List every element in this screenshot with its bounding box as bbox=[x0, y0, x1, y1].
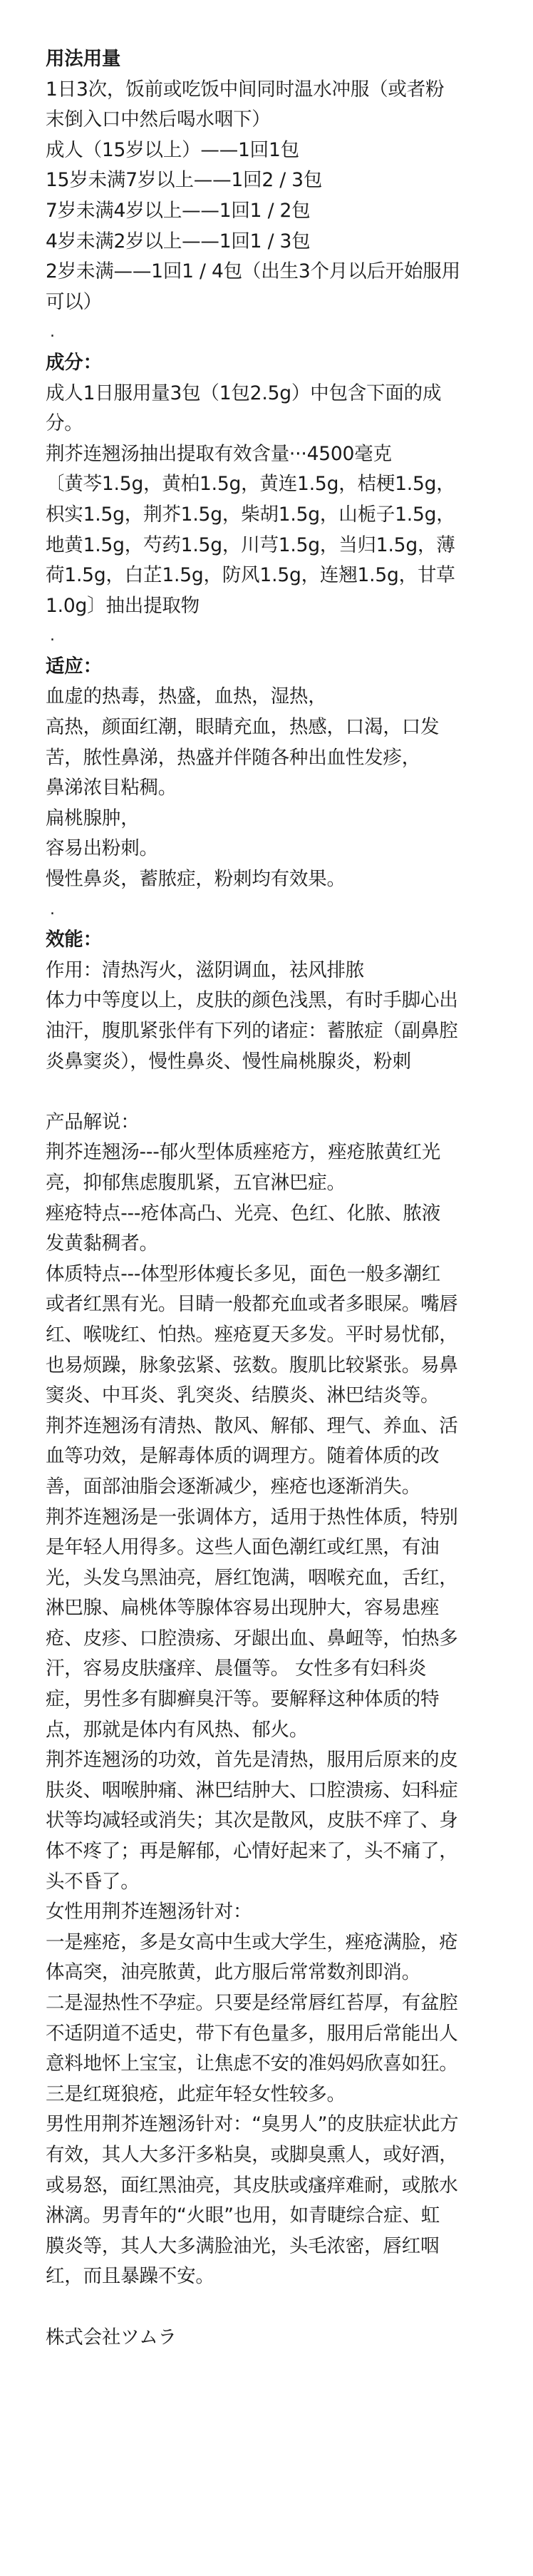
text-line: 体力中等度以上，皮肤的颜色浅黑，有时手脚心出 bbox=[46, 989, 458, 1012]
text-line: 高热，颜面红潮，眼睛充血，热感，口渴，口发 bbox=[46, 716, 440, 739]
text-line: 1日3次，饭前或吃饭中间同时温水冲服（或者粉 bbox=[46, 78, 445, 101]
text-line: 油汗，腹肌紧张伴有下列的诸症：蓄脓症（副鼻腔 bbox=[46, 1020, 458, 1042]
text-line: 可以） bbox=[46, 290, 102, 313]
text-line: 扁桃腺肿， bbox=[46, 807, 140, 829]
text-line: 体质特点---体型形体瘦长多见，面色一般多潮红 bbox=[46, 1262, 441, 1285]
text-line: 有效，其人大多汗多粘臭，或脚臭熏人，或好酒， bbox=[46, 2143, 458, 2166]
text-line: 荆芥连翘汤的功效，首先是清热，服用后原来的皮 bbox=[46, 1749, 458, 1772]
text-line: 荆芥连翘汤是一张调体方，适用于热性体质，特别 bbox=[46, 1506, 458, 1528]
text-line: 容易出粉刺。 bbox=[46, 837, 158, 860]
text-line: 荆芥连翘汤---郁火型体质痤疮方，痤疮脓黄红光 bbox=[46, 1141, 441, 1164]
document-body bbox=[46, 44, 509, 2353]
text-line: 荆芥连翘汤有清热、散风、解郁、理气、养血、活 bbox=[46, 1414, 458, 1437]
blank-line bbox=[46, 2292, 509, 2323]
text-line: 症，男性多有脚癣臭汗等。要解释这种体质的特 bbox=[46, 1688, 440, 1711]
text-line: 也易烦躁，脉象弦紧、弦数。腹肌比较紧张。易鼻 bbox=[46, 1354, 458, 1376]
text-line: 株式会社ツムラ bbox=[46, 2326, 177, 2348]
text-line: 红，而且暴躁不安。 bbox=[46, 2265, 214, 2288]
text-line: 成人1日服用量3包（1包2.5g）中包含下面的成 bbox=[46, 382, 442, 404]
text-line: 红、喉咙红、怕热。痤疮夏天多发。平时易忧郁， bbox=[46, 1323, 458, 1346]
section-heading: 效能： bbox=[46, 929, 102, 951]
text-line: 血等功效，是解毒体质的调理方。随着体质的改 bbox=[46, 1445, 440, 1468]
text-line: 或易怒，面红黑油亮，其皮肤或瘙痒难耐，或脓水 bbox=[46, 2174, 458, 2197]
text-line: 1.0g〕抽出提取物 bbox=[46, 594, 200, 617]
text-line: 成人（15岁以上）——1回1包 bbox=[46, 138, 299, 161]
text-line: 淋巴腺、扁桃体等腺体容易出现肿大，容易患痤 bbox=[46, 1597, 440, 1620]
text-line: 15岁未满7岁以上——1回2 / 3包 bbox=[46, 169, 323, 192]
text-line: 三是红斑狼疮，此症年轻女性较多。 bbox=[46, 2082, 346, 2105]
text-line: 窦炎、中耳炎、乳突炎、结膜炎、淋巴结炎等。 bbox=[46, 1384, 440, 1407]
text-line: 炎鼻窦炎），慢性鼻炎、慢性扁桃腺炎，粉刺 bbox=[46, 1050, 411, 1073]
text-line: 〔黄芩1.5g，黄柏1.5g，黄连1.5g，桔梗1.5g， bbox=[46, 473, 455, 496]
text-line: 意料地怀上宝宝，让焦虑不安的准妈妈欣喜如狂。 bbox=[46, 2053, 458, 2075]
text-line: 发黄黏稠者。 bbox=[46, 1232, 158, 1255]
text-line: 苦，脓性鼻涕，热盛并伴随各种出血性发疹， bbox=[46, 746, 420, 769]
text-line: 作用：清热泻火，滋阴调血，祛风排脓 bbox=[46, 959, 365, 981]
text-line: 体高突，油亮脓黄，此方服后常常数剂即消。 bbox=[46, 1961, 420, 1984]
section-heading: 成分： bbox=[46, 351, 102, 374]
text-line: 鼻涕浓目粘稠。 bbox=[46, 777, 177, 799]
text-line: 善，面部油脂会逐渐减少，痤疮也逐渐消失。 bbox=[46, 1475, 420, 1498]
text-line: 体不疼了；再是解郁，心情好起来了，头不痛了， bbox=[46, 1840, 458, 1863]
text-line: 状等均减轻或消失；其次是散风，皮肤不痒了、身 bbox=[46, 1809, 458, 1832]
text-line: 疮、皮疹、口腔溃疡、牙龈出血、鼻衄等，怕热多 bbox=[46, 1627, 458, 1650]
text-line: 淋漓。男青年的“火眼”也用，如青睫综合症、虹 bbox=[46, 2204, 440, 2227]
text-line: 是年轻人用得多。这些人面色潮红或红黑，有油 bbox=[46, 1536, 440, 1559]
text-line: 男性用荆芥连翘汤针对：“臭男人”的皮肤症状此方 bbox=[46, 2113, 459, 2136]
text-line: 汗，容易皮肤瘙痒、晨僵等。 女性多有妇科炎 bbox=[46, 1657, 427, 1680]
text-line: 荆芥连翘汤抽出提取有效含量···4500毫克 bbox=[46, 442, 392, 465]
text-line: 二是湿热性不孕症。只要是经常唇红苔厚，有盆腔 bbox=[46, 1992, 458, 2014]
text-line: 女性用荆芥连翘汤针对： bbox=[46, 1901, 252, 1923]
text-line: 荷1.5g，白芷1.5g，防风1.5g，连翘1.5g，甘草 bbox=[46, 564, 455, 587]
text-line: 枳实1.5g，荆芥1.5g，柴胡1.5g，山栀子1.5g， bbox=[46, 503, 455, 526]
text-line: 血虚的热毒，热盛，血热，湿热， bbox=[46, 685, 327, 708]
text-line: 膜炎等，其人大多满脸油光，头毛浓密，唇红咽 bbox=[46, 2234, 440, 2257]
text-line: 肤炎、咽喉肿痛、淋巴结肿大、口腔溃疡、妇科症 bbox=[46, 1779, 458, 1801]
text-line: 头不昏了。 bbox=[46, 1870, 140, 1893]
separator-dot: . bbox=[50, 900, 55, 919]
text-line: 点，那就是体内有风热、郁火。 bbox=[46, 1718, 309, 1741]
section-heading: 用法用量 bbox=[46, 48, 121, 70]
text-line: 7岁未满4岁以上——1回1 / 2包 bbox=[46, 199, 311, 222]
section-heading: 适应： bbox=[46, 655, 102, 678]
text-line: 地黄1.5g，芍药1.5g，川芎1.5g，当归1.5g，薄 bbox=[46, 533, 455, 556]
text-line: 慢性鼻炎，蓄脓症，粉刺均有效果。 bbox=[46, 868, 346, 891]
text-line: 末倒入口中然后喝水咽下） bbox=[46, 108, 271, 131]
text-line: 光，头发乌黑油亮，唇红饱满，咽喉充血，舌红， bbox=[46, 1566, 458, 1589]
text-line: 痤疮特点---疮体高凸、光亮、色红、化脓、脓液 bbox=[46, 1202, 441, 1225]
text-line: 分。 bbox=[46, 412, 83, 435]
text-line: 产品解说： bbox=[46, 1110, 140, 1133]
text-line: 或者红黑有光。目睛一般都充血或者多眼屎。嘴唇 bbox=[46, 1293, 458, 1316]
text-line: 4岁未满2岁以上——1回1 / 3包 bbox=[46, 230, 311, 252]
blank-line bbox=[46, 1077, 509, 1108]
text-line: 2岁未满——1回1 / 4包（出生3个月以后开始服用 bbox=[46, 260, 460, 283]
text-line: 一是痤疮，多是女高中生或大学生，痤疮满脸，疮 bbox=[46, 1931, 458, 1953]
text-line: 不适阴道不适史，带下有色量多，服用后常能出人 bbox=[46, 2022, 458, 2045]
separator-dot: . bbox=[50, 627, 55, 645]
text-line: 亮，抑郁焦虑腹肌紧，五官淋巴症。 bbox=[46, 1171, 346, 1194]
separator-dot: . bbox=[50, 323, 55, 342]
